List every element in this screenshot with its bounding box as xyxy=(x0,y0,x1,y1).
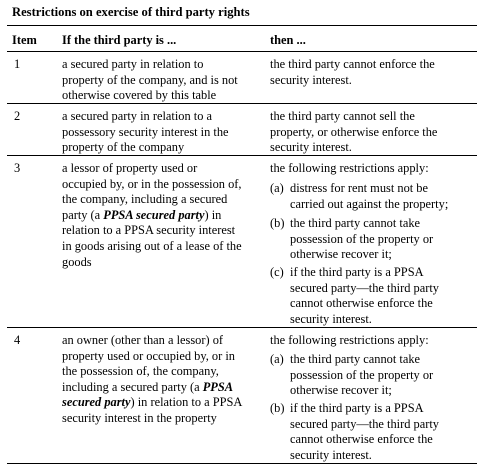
text-line: security interest. xyxy=(270,140,352,155)
text-line: cannot otherwise enforce the xyxy=(290,432,433,447)
list-label: (b) xyxy=(270,216,285,230)
text-fragment: including a secured party (a xyxy=(62,379,203,394)
text-line: secured party—the third party xyxy=(290,280,439,295)
text-line: possessory security interest in the xyxy=(62,124,229,139)
list-label: (a) xyxy=(270,181,284,195)
defined-term: PPSA xyxy=(202,379,234,394)
item-number: 3 xyxy=(14,161,21,175)
column-header-then: then ... xyxy=(270,33,306,47)
text-line: property of the company xyxy=(62,140,185,155)
then-cell xyxy=(270,109,437,156)
text-line: the third party cannot enforce the xyxy=(270,57,435,71)
text-line: otherwise covered by this table xyxy=(62,88,217,103)
text-line: property of the company, and is not xyxy=(62,72,238,87)
list-label: (a) xyxy=(270,352,284,366)
text-line: the third party cannot take xyxy=(290,352,421,366)
text-line: carried out against the property; xyxy=(290,196,449,211)
text-line: in goods arising out of a lease of the xyxy=(62,238,242,253)
text-fragment: ) in relation to a PPSA xyxy=(130,395,243,410)
text-line: the possession of, the company, xyxy=(62,364,219,379)
text-line: a lessor of property used or xyxy=(62,161,198,175)
item-number: 4 xyxy=(14,333,21,347)
if-cell xyxy=(62,57,238,104)
text-fragment: party (a xyxy=(62,207,104,222)
if-cell xyxy=(62,109,229,156)
text-line: distress for rent must not be xyxy=(290,181,428,195)
text-line: the third party cannot sell the xyxy=(270,109,415,123)
text-line: otherwise recover it; xyxy=(290,383,392,398)
text-line xyxy=(62,380,242,396)
column-header-if: If the third party is ... xyxy=(62,33,177,47)
text-line: occupied by, or in the possession of, xyxy=(62,176,242,191)
text-line: an owner (other than a lessor) of xyxy=(62,333,224,347)
list-item xyxy=(290,401,439,463)
list-label: (c) xyxy=(270,265,284,279)
item-number: 1 xyxy=(14,57,21,71)
list-item xyxy=(290,216,433,263)
text-line: the company, including a secured xyxy=(62,192,228,207)
text-line: security interest. xyxy=(290,311,372,326)
text-line xyxy=(62,208,242,224)
table-title: Restrictions on exercise of third party rights xyxy=(12,5,250,19)
list-label: (b) xyxy=(270,401,285,415)
column-header-item: Item xyxy=(12,33,37,47)
then-cell xyxy=(270,57,435,88)
list-item xyxy=(290,352,433,399)
text-line: if the third party is a PPSA xyxy=(290,265,424,279)
text-line: relation to a PPSA security interest xyxy=(62,223,236,238)
text-line: cannot otherwise enforce the xyxy=(290,296,433,311)
text-line xyxy=(62,395,242,411)
text-line: if the third party is a PPSA xyxy=(290,401,424,415)
text-line: a secured party in relation to a xyxy=(62,109,213,123)
text-line: security interest. xyxy=(290,447,372,462)
text-line: property used or occupied by, or in xyxy=(62,348,235,363)
defined-term: PPSA secured party xyxy=(103,207,205,222)
text-line: the third party cannot take xyxy=(290,216,421,230)
text-line: security interest in the property xyxy=(62,410,217,425)
text-line: possession of the property or xyxy=(290,231,434,246)
text-line: property, or otherwise enforce the xyxy=(270,124,438,139)
list-item xyxy=(290,265,439,327)
defined-term: secured party xyxy=(62,395,131,410)
then-intro: the following restrictions apply: xyxy=(270,161,429,175)
if-cell xyxy=(62,333,242,427)
text-line: security interest. xyxy=(270,72,352,87)
text-line: otherwise recover it; xyxy=(290,247,392,262)
top-rule xyxy=(7,25,477,26)
text-line: possession of the property or xyxy=(290,367,434,382)
text-fragment: ) in xyxy=(204,207,222,222)
item-number: 2 xyxy=(14,109,21,123)
text-line: a secured party in relation to xyxy=(62,57,204,71)
list-item xyxy=(290,181,448,212)
text-line: secured party—the third party xyxy=(290,416,439,431)
if-cell xyxy=(62,161,242,270)
text-line: goods xyxy=(62,254,92,269)
header-rule xyxy=(7,51,477,52)
then-intro: the following restrictions apply: xyxy=(270,333,429,347)
